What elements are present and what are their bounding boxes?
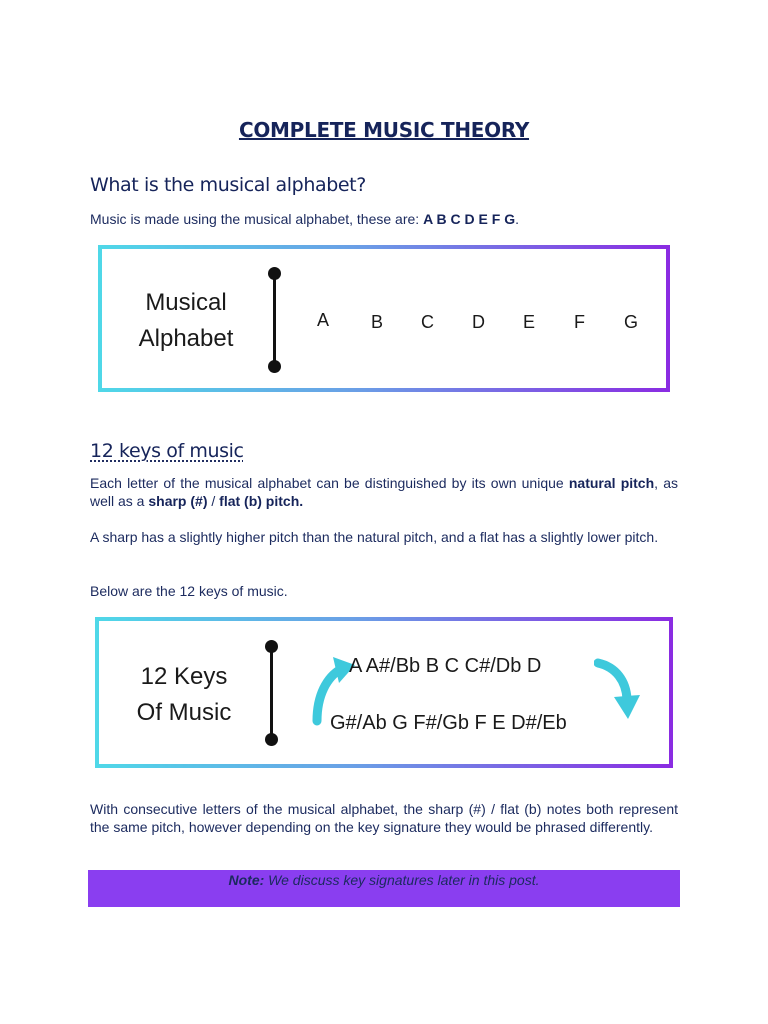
divider-bottom-dot bbox=[265, 733, 278, 746]
alphabet-letter: A bbox=[317, 310, 330, 330]
note-banner bbox=[88, 870, 680, 907]
pitch-text-a: Each letter of the musical alphabet can be distinguished by its own unique bbox=[90, 475, 569, 491]
pitch-flat: flat (b) pitch. bbox=[219, 493, 304, 509]
musical-alphabet-box bbox=[98, 245, 670, 392]
closing-paragraph: With consecutive letters of the musical alphabet, the sharp (#) / flat (b) notes both represent the same pitch, however depending on the key signature they would be phrased differently. bbox=[90, 801, 678, 835]
section-heading-12-keys: 12 keys of music bbox=[90, 440, 244, 462]
alphabet-intro-text: Music is made using the musical alphabet, these are: bbox=[90, 211, 424, 227]
musical-alphabet-label-line2: Alphabet bbox=[138, 325, 234, 352]
keys-intro-paragraph: Below are the 12 keys of music. bbox=[90, 583, 288, 599]
alphabet-intro-paragraph bbox=[90, 210, 678, 228]
twelve-keys-label-line2: Of Music bbox=[136, 699, 232, 726]
twelve-keys-label-line1: 12 Keys bbox=[140, 663, 228, 690]
pitch-paragraph bbox=[90, 474, 678, 510]
page-title: COMPLETE MUSIC THEORY bbox=[238, 118, 530, 142]
divider-bottom-dot bbox=[268, 360, 281, 373]
divider-line bbox=[270, 647, 273, 741]
alphabet-letter: E bbox=[523, 312, 536, 332]
divider-top-dot bbox=[265, 640, 278, 653]
pitch-text-c: , as well as a bbox=[90, 475, 678, 509]
alphabet-intro-period: . bbox=[515, 211, 519, 227]
alphabet-intro-letters: A B C D E F G bbox=[423, 211, 516, 227]
twelve-keys-label bbox=[109, 659, 259, 731]
note-text: We discuss key signatures later in this post. bbox=[264, 872, 540, 888]
divider-line bbox=[273, 274, 276, 366]
alphabet-letter: C bbox=[421, 312, 434, 332]
pitch-natural: natural pitch bbox=[568, 475, 655, 491]
alphabet-letter: D bbox=[472, 312, 485, 332]
sharp-flat-paragraph: A sharp has a slightly higher pitch than the natural pitch, and a flat has a slightly lower pitch. bbox=[90, 529, 659, 545]
section-heading-musical-alphabet: What is the musical alphabet? bbox=[90, 174, 366, 196]
musical-alphabet-label-line1: Musical bbox=[145, 289, 227, 316]
divider-top-dot bbox=[268, 267, 281, 280]
twelve-keys-box bbox=[95, 617, 673, 768]
alphabet-letter: B bbox=[371, 312, 384, 332]
keys-bottom-row: G#/Ab G F#/Gb F E D#/Eb bbox=[330, 712, 567, 734]
alphabet-letter: G bbox=[624, 312, 639, 332]
musical-alphabet-label bbox=[116, 285, 256, 357]
alphabet-letter: F bbox=[574, 312, 585, 332]
pitch-sharp: sharp (#) bbox=[148, 493, 208, 509]
keys-top-row: A A#/Bb B C C#/Db D bbox=[349, 655, 542, 677]
pitch-slash: / bbox=[207, 493, 220, 509]
note-label: Note: bbox=[228, 872, 265, 888]
curved-down-arrow-icon bbox=[594, 657, 644, 725]
